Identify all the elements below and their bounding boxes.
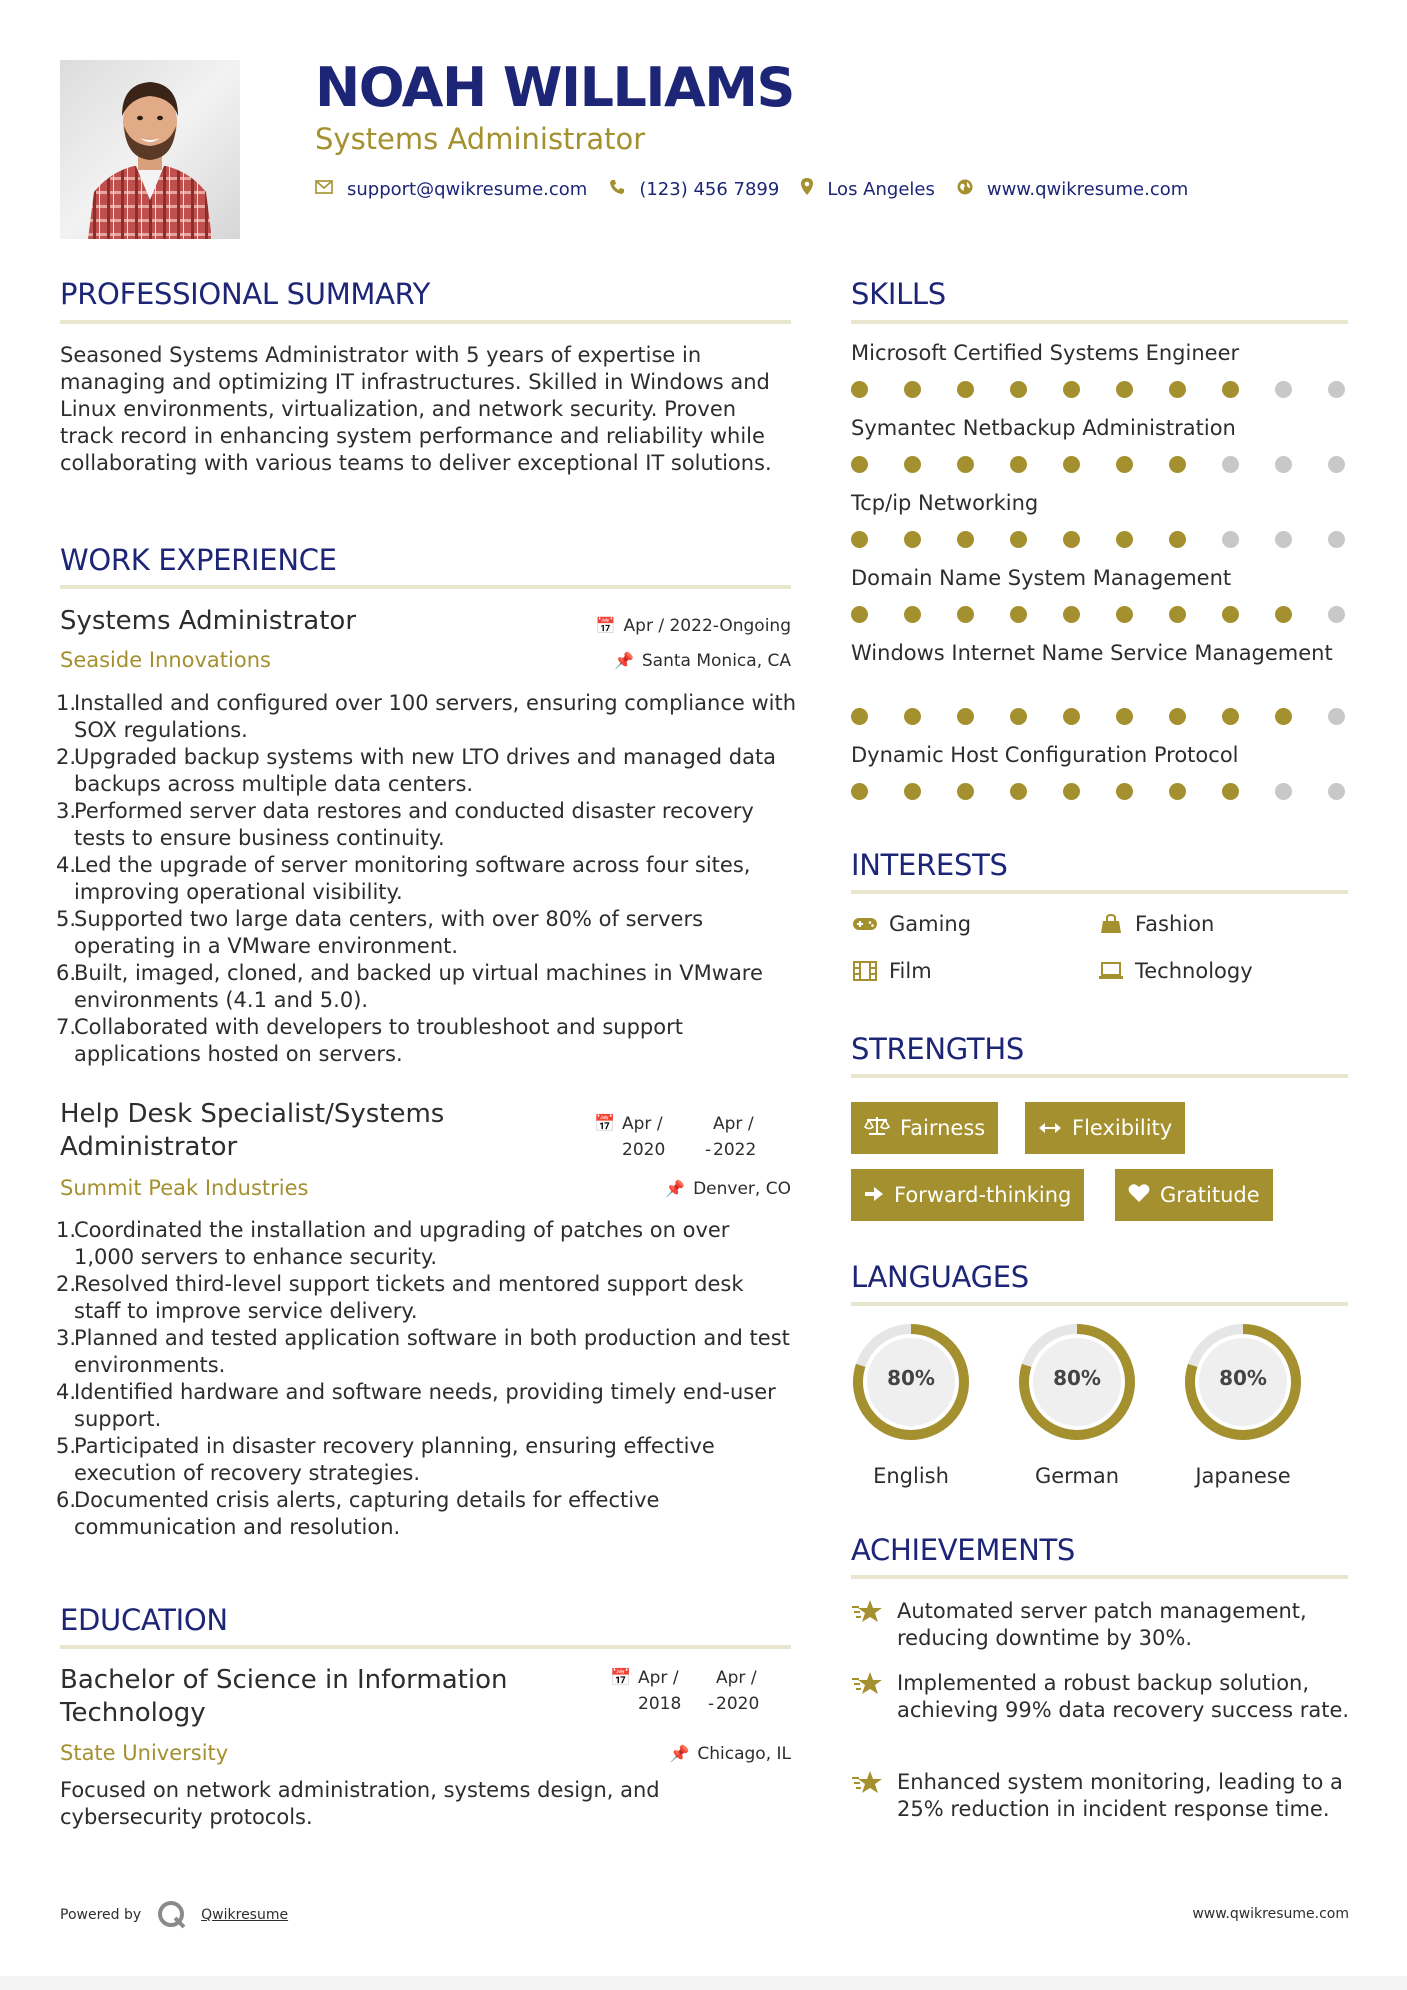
list-item: 1. Coordinated the installation and upgrading of patches on over 1,000 servers to enhance security. (56, 1218, 730, 1269)
skill-rating-dot (957, 531, 974, 548)
achievements-heading: ACHIEVEMENTS (851, 1533, 1075, 1567)
job-location-text: Santa Monica, CA (641, 651, 791, 671)
list-item: 5. Participated in disaster recovery planning, ensuring effective execution of recovery strategies. (56, 1434, 715, 1485)
interests-rule (851, 890, 1348, 894)
list-item: 3. Planned and tested application software in both production and test environments. (56, 1326, 790, 1377)
skill-rating (851, 708, 1381, 725)
skill-rating-dot (1010, 531, 1027, 548)
qwikresume-link[interactable]: Qwikresume (201, 1907, 289, 1923)
skill-rating-dot (1116, 381, 1133, 398)
shopping-bag-icon (1097, 913, 1125, 935)
job-location (665, 1179, 791, 1199)
arrows-horizontal-icon (1038, 1116, 1062, 1140)
skill-rating-dot (1010, 381, 1027, 398)
skill-rating-dot (1116, 783, 1133, 800)
skill-rating (851, 531, 1381, 548)
skill-rating-dot (904, 708, 921, 725)
skill-rating-dot (1169, 606, 1186, 623)
experience-rule (60, 585, 791, 589)
contact-website[interactable]: www.qwikresume.com (986, 178, 1189, 200)
interest-label: Technology (1135, 959, 1253, 983)
interest-item (851, 959, 932, 983)
achievement-item (851, 1598, 1351, 1652)
list-item: 1. Installed and configured over 100 servers, ensuring compliance with SOX regulations. (56, 691, 797, 742)
gamepad-icon (851, 913, 879, 935)
skill-rating-dot (904, 531, 921, 548)
skill-rating-dot (1010, 783, 1027, 800)
languages-rule (851, 1302, 1348, 1306)
skill-rating (851, 783, 1381, 800)
list-item: 6. Built, imaged, cloned, and backed up virtual machines in VMware environments (4.1 and 5.0). (56, 961, 763, 1012)
strengths-heading: STRENGTHS (851, 1032, 1024, 1066)
skill-name: Dynamic Host Configuration Protocol (851, 743, 1239, 767)
interest-label: Film (889, 959, 932, 983)
interests-heading: INTERESTS (851, 848, 1008, 882)
skill-rating-dot (1116, 606, 1133, 623)
arrow-right-icon (864, 1183, 884, 1207)
job-title: Help Desk Specialist/Systems Administrator (60, 1099, 445, 1162)
skill-rating-dot (1063, 531, 1080, 548)
list-item: 7. Collaborated with developers to troubleshoot and support applications hosted on servers. (56, 1015, 683, 1066)
footer-powered-by (60, 1900, 288, 1930)
skill-rating-dot (1169, 708, 1186, 725)
film-icon (851, 960, 879, 982)
envelope-icon (315, 179, 333, 199)
skill-rating-dot (851, 381, 868, 398)
job-date-end: Apr / 2022 (713, 1114, 757, 1160)
skill-rating (851, 381, 1381, 398)
strength-tag (851, 1102, 998, 1154)
achievements-rule (851, 1575, 1348, 1579)
job-bullets (56, 1217, 796, 1541)
list-item: 6. Documented crisis alerts, capturing details for effective communication and resolution. (56, 1488, 660, 1539)
strength-tag (1115, 1169, 1273, 1221)
job-date (596, 616, 791, 636)
powered-by-label: Powered by (60, 1907, 142, 1923)
summary-heading: PROFESSIONAL SUMMARY (60, 277, 431, 311)
language-name: English (873, 1464, 949, 1488)
education-description: Focused on network administration, systems design, and cybersecurity protocols. (60, 1778, 660, 1829)
skill-rating (851, 456, 1381, 473)
list-item: 3. Performed server data restores and conducted disaster recovery tests to ensure business continuity. (56, 799, 754, 850)
laptop-icon (1097, 960, 1125, 982)
skill-rating-dot (1275, 606, 1292, 623)
achievement-text: Implemented a robust backup solution, achieving 99% data recovery success rate. (897, 1671, 1350, 1722)
skill-name: Microsoft Certified Systems Engineer (851, 341, 1240, 365)
skill-rating-dot (1010, 606, 1027, 623)
skill-rating-dot (1063, 456, 1080, 473)
qwikresume-logo-icon (157, 1900, 187, 1930)
skill-rating-dot (957, 456, 974, 473)
skill-rating-dot (957, 783, 974, 800)
globe-icon (957, 179, 973, 200)
language-item (1015, 1320, 1139, 1488)
skill-name: Symantec Netbackup Administration (851, 416, 1236, 440)
language-percent: 80% (1219, 1366, 1267, 1390)
skill-rating-dot (1010, 456, 1027, 473)
skill-rating-dot (1169, 456, 1186, 473)
skill-rating-dot (1275, 456, 1292, 473)
pushpin-icon: 📌 (613, 651, 634, 670)
skill-rating-dot (851, 606, 868, 623)
bottom-strip (0, 1976, 1407, 1990)
strength-label: Gratitude (1160, 1183, 1260, 1207)
strength-label: Forward-thinking (894, 1183, 1072, 1207)
skill-rating-dot (1222, 381, 1239, 398)
job-title: Systems Administrator (60, 606, 357, 636)
skill-rating-dot (904, 381, 921, 398)
education-heading: EDUCATION (60, 1603, 228, 1637)
interest-item (1097, 959, 1253, 983)
skill-rating-dot (1222, 456, 1239, 473)
star-icon (851, 1598, 897, 1652)
job-company: Seaside Innovations (60, 648, 271, 672)
achievement-text: Enhanced system monitoring, leading to a 25% reduction in incident response time. (897, 1770, 1343, 1821)
job-location-text: Denver, CO (693, 1179, 791, 1199)
skill-rating-dot (1328, 531, 1345, 548)
skill-rating-dot (1063, 783, 1080, 800)
skill-rating-dot (1222, 708, 1239, 725)
language-item (1181, 1320, 1305, 1488)
skill-rating-dot (1169, 381, 1186, 398)
skill-rating-dot (904, 456, 921, 473)
job-date-start: Apr / 2020 (622, 1114, 666, 1160)
candidate-title: Systems Administrator (315, 122, 646, 156)
skill-rating-dot (1275, 708, 1292, 725)
calendar-icon: 📅 (594, 1114, 616, 1134)
skill-rating-dot (851, 531, 868, 548)
skill-rating-dot (1116, 708, 1133, 725)
skills-rule (851, 320, 1348, 324)
education-date-start: Apr / 2018 (638, 1668, 682, 1714)
heart-icon (1128, 1183, 1150, 1208)
education-location-text: Chicago, IL (697, 1744, 791, 1764)
star-icon (851, 1769, 897, 1823)
language-percent: 80% (1053, 1366, 1101, 1390)
languages-heading: LANGUAGES (851, 1260, 1029, 1294)
contact-row (315, 178, 1210, 200)
skill-name: Windows Internet Name Service Management (851, 641, 1333, 665)
strength-tag (851, 1169, 1084, 1221)
job-bullets (56, 690, 796, 1068)
calendar-icon: 📅 (595, 616, 616, 635)
achievement-item (851, 1769, 1351, 1823)
map-pin-icon (801, 178, 813, 200)
skill-rating-dot (1169, 531, 1186, 548)
summary-rule (60, 320, 791, 324)
list-item: 2. Resolved third-level support tickets and mentored support desk staff to improve service delivery. (56, 1272, 744, 1323)
skill-rating-dot (1328, 783, 1345, 800)
achievement-text: Automated server patch management, reducing downtime by 30%. (897, 1599, 1307, 1650)
candidate-name: NOAH WILLIAMS (315, 56, 794, 119)
job-company: Summit Peak Industries (60, 1176, 309, 1200)
contact-phone[interactable]: (123) 456 7899 (639, 178, 780, 200)
skill-name: Tcp/ip Networking (851, 491, 1039, 515)
skill-rating-dot (851, 456, 868, 473)
summary-text: Seasoned Systems Administrator with 5 years of expertise in managing and optimizing IT infrastructures. Skilled in Windows and Linux environments, virtualization, and network security. Proven track record in enhancing system performance and reliability while collaborating with various teams to deliver exceptional IT solutions. (60, 343, 772, 475)
degree-title: Bachelor of Science in Information Technology (60, 1665, 508, 1728)
school-name: State University (60, 1741, 229, 1765)
education-date-end: Apr / 2020 (716, 1668, 760, 1714)
skill-rating-dot (1275, 381, 1292, 398)
skill-rating-dot (1063, 708, 1080, 725)
skills-heading: SKILLS (851, 277, 946, 311)
calendar-icon: 📅 (610, 1668, 632, 1688)
contact-location: Los Angeles (827, 178, 935, 200)
strengths-rule (851, 1074, 1348, 1078)
skill-rating-dot (1328, 606, 1345, 623)
list-item: 4. Led the upgrade of server monitoring software across four sites, improving operational visibility. (56, 853, 751, 904)
skill-rating-dot (1222, 606, 1239, 623)
skill-rating-dot (1116, 456, 1133, 473)
skill-rating-dot (904, 606, 921, 623)
interest-label: Fashion (1135, 912, 1215, 936)
date-separator: - (705, 1140, 712, 1160)
interest-item (851, 912, 971, 936)
skill-rating-dot (1116, 531, 1133, 548)
skill-rating-dot (904, 783, 921, 800)
skill-rating-dot (1063, 606, 1080, 623)
skill-rating (851, 606, 1381, 623)
skill-rating-dot (1010, 708, 1027, 725)
date-separator: - (708, 1694, 715, 1714)
skill-rating-dot (851, 783, 868, 800)
language-item (849, 1320, 973, 1488)
achievement-item (851, 1670, 1351, 1724)
skill-rating-dot (1328, 381, 1345, 398)
skill-rating-dot (1222, 783, 1239, 800)
balance-scale-icon (864, 1116, 890, 1141)
pushpin-icon: 📌 (665, 1179, 686, 1198)
skill-rating-dot (1328, 708, 1345, 725)
skill-rating-dot (1222, 531, 1239, 548)
phone-icon (609, 179, 625, 200)
list-item: 5. Supported two large data centers, with over 80% of servers operating in a VMware environment. (56, 907, 704, 958)
strength-label: Flexibility (1072, 1116, 1173, 1140)
pushpin-icon: 📌 (669, 1744, 690, 1763)
interest-label: Gaming (889, 912, 972, 936)
education-location (669, 1744, 791, 1764)
skill-rating-dot (1328, 456, 1345, 473)
strength-label: Fairness (900, 1116, 986, 1140)
skill-rating-dot (957, 606, 974, 623)
language-name: German (1034, 1464, 1120, 1488)
strength-tag (1025, 1102, 1185, 1154)
job-date-text: Apr / 2022-Ongoing (623, 616, 791, 636)
skill-rating-dot (1275, 783, 1292, 800)
experience-heading: WORK EXPERIENCE (60, 543, 337, 577)
profile-photo (60, 60, 240, 239)
skill-rating-dot (1275, 531, 1292, 548)
language-name: Japanese (1195, 1464, 1291, 1488)
skill-rating-dot (1169, 783, 1186, 800)
language-percent: 80% (887, 1366, 935, 1390)
footer-website[interactable]: www.qwikresume.com (1192, 1906, 1349, 1922)
skill-name: Domain Name System Management (851, 566, 1232, 590)
list-item: 4. Identified hardware and software needs, providing timely end-user support. (56, 1380, 776, 1431)
job-location (614, 651, 791, 671)
skill-rating-dot (851, 708, 868, 725)
interest-item (1097, 912, 1214, 936)
skill-rating-dot (1063, 381, 1080, 398)
skill-rating-dot (957, 381, 974, 398)
list-item: 2. Upgraded backup systems with new LTO drives and managed data backups across multiple data centers. (56, 745, 777, 796)
contact-email[interactable]: support@qwikresume.com (347, 178, 588, 200)
star-icon (851, 1670, 897, 1724)
education-rule (60, 1645, 791, 1649)
skill-rating-dot (957, 708, 974, 725)
